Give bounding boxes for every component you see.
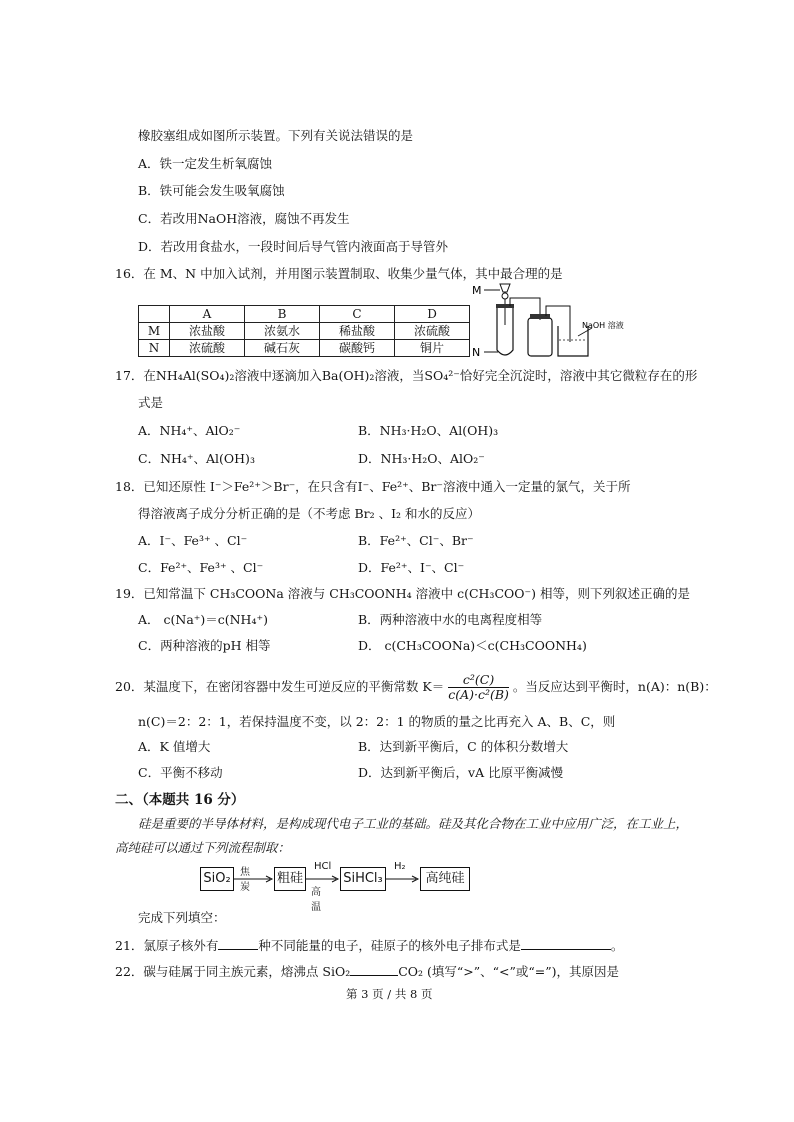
q17-option-a: A．NH₄⁺、AlO₂⁻ <box>138 423 241 438</box>
q21-line <box>115 936 623 954</box>
q19-option-d: D． c(CH₃COONa)＜c(CH₃COONH₄) <box>358 638 587 653</box>
q20-stem-post: 。当反应达到平衡时，n(A)：n(B)： <box>512 679 717 694</box>
section-2-intro-line1: 硅是重要的半导体材料，是构成现代电子工业的基础。硅及其化合物在工业中应用广泛，在工业上， <box>138 816 689 831</box>
table-cell: C <box>320 306 395 323</box>
q15-option-c: C．若改用NaOH溶液，腐蚀不再发生 <box>138 211 350 226</box>
flow-box-sio2: SiO₂ <box>200 867 234 891</box>
q17-option-d: D．NH₃·H₂O、AlO₂⁻ <box>358 451 485 466</box>
q19-stem: 19．已知常温下 CH₃COONa 溶液与 CH₃COONH₄ 溶液中 c(CH₃COO⁻) 相等，则下列叙述正确的是 <box>115 586 690 601</box>
q17-option-b: B．NH₃·H₂O、Al(OH)₃ <box>358 423 499 438</box>
q21-blank-1[interactable] <box>218 936 258 950</box>
q19-option-a: A． c(Na⁺)＝c(NH₄⁺) <box>138 612 268 627</box>
table-cell: 碳酸钙 <box>320 340 395 357</box>
q15-option-a: A．铁一定发生析氧腐蚀 <box>138 156 273 171</box>
q21-text-mid: 种不同能量的电子，硅原子的核外电子排布式是 <box>258 938 521 953</box>
q15-option-d: D．若改用食盐水，一段时间后导气管内液面高于导管外 <box>138 239 449 254</box>
q19-option-b: B．两种溶液中水的电离程度相等 <box>358 612 543 627</box>
table-cell <box>139 306 170 323</box>
table-cell: 浓氨水 <box>245 323 320 340</box>
label-n: N <box>472 346 481 359</box>
q21-text-pre: 21．氯原子核外有 <box>115 938 219 953</box>
table-header-row <box>139 306 470 323</box>
equilibrium-constant-fraction <box>448 673 509 702</box>
table-cell: 浓盐酸 <box>170 323 245 340</box>
q18-stem-line1: 18．已知还原性 I⁻＞Fe²⁺＞Br⁻，在只含有I⁻、Fe²⁺、Br⁻溶液中通入一定量的氯气，关于所 <box>115 479 631 494</box>
q20-option-d: D．达到新平衡后，vA 比原平衡减慢 <box>358 765 564 780</box>
section-2-intro-line2: 高纯硅可以通过下列流程制取： <box>115 840 291 855</box>
q15-option-b: B．铁可能会发生吸氧腐蚀 <box>138 183 285 198</box>
q22-blank[interactable] <box>350 962 398 976</box>
q20-option-a: A．K 值增大 <box>138 739 211 754</box>
table-cell: 碱石灰 <box>245 340 320 357</box>
arrow-right-icon <box>306 875 340 883</box>
table-row <box>139 340 470 357</box>
q21-text-post: 。 <box>610 938 624 953</box>
q16-reagent-table <box>138 305 470 357</box>
q22-text-post: CO₂ (填写“>”、“<”或“=”)，其原因是 <box>398 964 620 979</box>
flow-box-crude-silicon: 粗硅 <box>274 867 306 891</box>
q22-line <box>115 962 619 980</box>
q21-blank-2[interactable] <box>521 936 611 950</box>
fill-instruction: 完成下列填空： <box>138 910 226 925</box>
page-footer: 第 3 页 / 共 8 页 <box>346 987 433 1001</box>
q19-option-c: C．两种溶液的pH 相等 <box>138 638 271 653</box>
q18-option-b: B．Fe²⁺、Cl⁻、Br⁻ <box>358 533 474 548</box>
table-cell: 铜片 <box>395 340 470 357</box>
flow-box-sihcl3: SiHCl₃ <box>340 867 386 891</box>
flow-box-pure-silicon: 高纯硅 <box>420 867 470 891</box>
table-cell: D <box>395 306 470 323</box>
q16-stem: 16．在 M、N 中加入试剂，并用图示装置制取、收集少量气体，其中最合理的是 <box>115 266 563 281</box>
table-cell: 浓硫酸 <box>170 340 245 357</box>
section-2-title: 二、（本题共 16 分） <box>115 792 245 808</box>
q20-stem-line1 <box>115 672 717 702</box>
q20-stem-line2: n(C)＝2：2：1，若保持温度不变，以 2：2：1 的物质的量之比再充入 A、B、C，则 <box>138 714 616 729</box>
q20-option-c: C．平衡不移动 <box>138 765 223 780</box>
gas-apparatus-diagram <box>470 280 640 360</box>
q20-option-b: B．达到新平衡后，C 的体积分数增大 <box>358 739 569 754</box>
table-row <box>139 323 470 340</box>
q18-stem-line2: 得溶液离子成分分析正确的是（不考虑 Br₂ 、I₂ 和水的反应） <box>138 506 481 521</box>
q20-stem-pre: 20．某温度下，在密闭容器中发生可逆反应的平衡常数 K＝ <box>115 679 445 694</box>
flow-arrow2-bottom-label: 高温 <box>311 887 321 913</box>
q18-option-c: C．Fe²⁺、Fe³⁺ 、Cl⁻ <box>138 560 264 575</box>
fraction-numerator: c²(C) <box>448 673 509 688</box>
table-cell: A <box>170 306 245 323</box>
arrow-right-icon <box>234 875 274 883</box>
fraction-denominator: c(A)·c²(B) <box>448 687 509 702</box>
table-cell: M <box>139 323 170 340</box>
q17-option-c: C．NH₄⁺、Al(OH)₃ <box>138 451 255 466</box>
q18-option-d: D．Fe²⁺、I⁻、Cl⁻ <box>358 560 465 575</box>
q18-option-a: A．I⁻、Fe³⁺ 、Cl⁻ <box>138 533 248 548</box>
label-m: M <box>472 284 482 297</box>
q15-stem: 橡胶塞组成如图所示装置。下列有关说法错误的是 <box>138 128 414 143</box>
table-cell: 稀盐酸 <box>320 323 395 340</box>
flow-arrow1-label: 焦炭 <box>240 867 250 893</box>
flow-arrow3-label: H₂ <box>394 861 406 872</box>
label-naoh: NaOH 溶液 <box>582 321 624 330</box>
table-cell: B <box>245 306 320 323</box>
q17-stem-line1: 17．在NH₄Al(SO₄)₂溶液中逐滴加入Ba(OH)₂溶液，当SO₄²⁻恰好完全沉淀时，溶液中其它微粒存在的形 <box>115 368 698 383</box>
table-cell: N <box>139 340 170 357</box>
q17-stem-line2: 式是 <box>138 395 164 410</box>
q22-text-pre: 22．碳与硅属于同主族元素，熔沸点 SiO₂ <box>115 964 351 979</box>
table-cell: 浓硫酸 <box>395 323 470 340</box>
flow-arrow2-top-label: HCl <box>314 861 332 872</box>
arrow-right-icon <box>386 875 420 883</box>
